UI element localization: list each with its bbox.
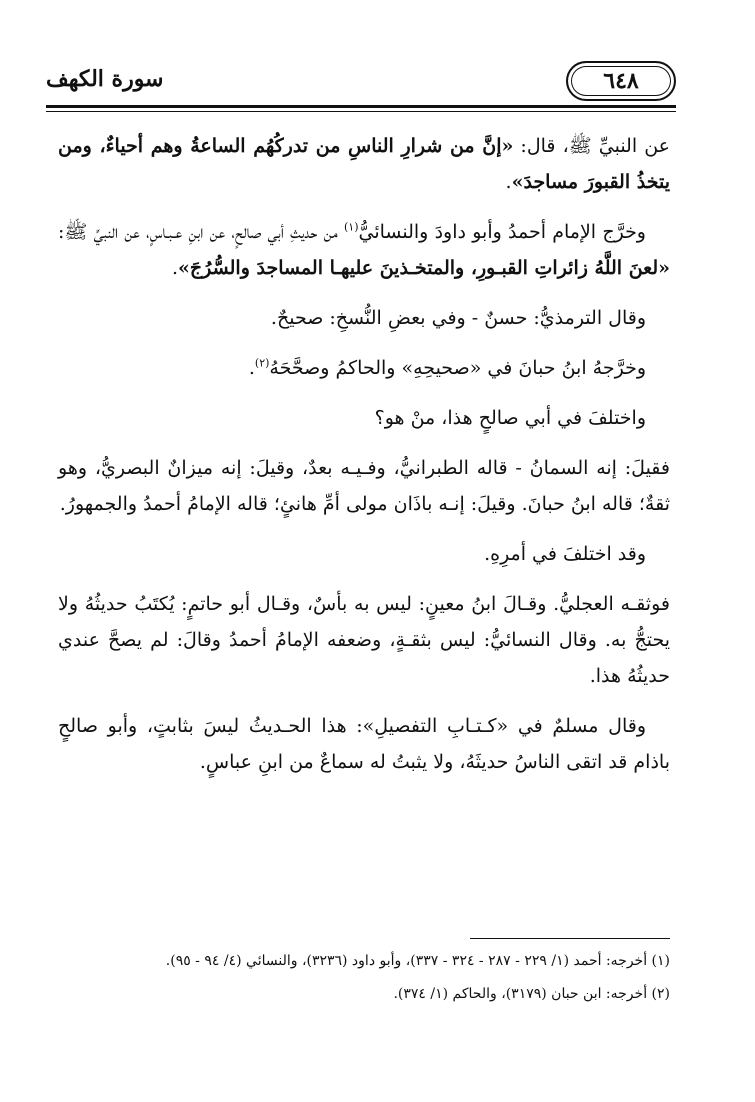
paragraph xyxy=(58,214,670,286)
footnote: (٢) أخرجه: ابن حبان (٣١٧٩)، والحاكم (١/ ٣٧٤). xyxy=(393,986,670,1002)
footnote-divider xyxy=(470,938,670,939)
header-rule-thin xyxy=(46,111,676,112)
header-rule-thick xyxy=(46,105,676,108)
page-header xyxy=(46,56,676,116)
paragraph: وقد اختلفَ في أمرِهِ. xyxy=(484,543,646,565)
paragraph: واختلفَ في أبي صالحٍ هذا، منْ هو؟ xyxy=(374,407,646,429)
paragraph-text: . xyxy=(172,257,179,279)
paragraph: وقال مسلمٌ في «كـتـابِ التفصيلِ»: هذا الحـديثُ ليسَ بثابتٍ، وأبو صالحٍ باذام قد اتقى الناسُ حديثَهُ، ولا يثبتُ له سماعٌ من ابنِ عباسٍ. xyxy=(58,715,670,773)
hadith-quote: «لعنَ اللَّهُ زائراتِ القبـورِ، والمتخـذينَ عليهـا المساجدَ والسُّرُجَ» xyxy=(178,257,670,279)
hadith-quote: «إنَّ من شرارِ الناسِ من تدركُهُم الساعةُ وهم أحياءٌ، ومن يتخذُ القبورَ مساجدَ» xyxy=(58,135,670,193)
surah-title: سورة الكهف xyxy=(46,66,164,92)
paragraph: فقيلَ: إنه السمانُ - قاله الطبرانيُّ، وفـيـه بعدٌ، وقيلَ: إنه ميزانٌ البصريُّ، وهو ثقةٌ؛ قاله ابنُ حبانَ. وقيلَ: إنـه باذَان مولى أمِّ هانئٍ؛ قاله الإمامُ أحمدُ والجمهورُ. xyxy=(58,457,670,515)
page-number-badge xyxy=(566,61,676,101)
paragraph-text: . xyxy=(248,357,255,379)
paragraph-text: . xyxy=(505,171,512,193)
footnote-ref: (١) xyxy=(344,220,359,234)
footnotes xyxy=(58,948,670,1014)
paragraph-text: عن النبيِّ ﷺ، قال: xyxy=(513,135,670,157)
paragraph-text: من حديثِ أبي صالحٍ، عن ابنِ عـبـاسٍ، عن النبيِّ ﷺ: xyxy=(58,221,344,243)
paragraph-text: وخرَّجهُ ابنُ حبانَ في «صحيحِهِ» والحاكمُ وصحَّحَهُ xyxy=(269,357,646,379)
paragraph xyxy=(58,350,670,386)
paragraph: فوثقـه العجليُّ. وقـالَ ابنُ معينٍ: ليس به بأسٌ، وقـال أبو حاتمٍ: يُكتَبُ حديثُهُ ولا يحتجُّ به. وقال النسائيُّ: ليس بثقـةٍ، وضعفه الإمامُ أحمدُ وقالَ: لم يصحَّ عندي حديثُهُ هذا. xyxy=(58,593,670,687)
footnote: (١) أخرجه: أحمد (١/ ٢٢٩ - ٢٨٧ - ٣٢٤ - ٣٣٧)، وأبو داود (٣٢٣٦)، والنسائي (٤/ ٩٤ - ٩٥). xyxy=(165,953,670,969)
main-text xyxy=(58,128,670,794)
paragraph-text: وخرَّج الإمام أحمدُ وأبو داودَ والنسائيُّ xyxy=(358,221,646,243)
page-number: ٦٤٨ xyxy=(603,68,639,94)
paragraph: وقال الترمذيُّ: حسنٌ - وفي بعضِ النُّسخِ: صحيحٌ. xyxy=(270,307,646,329)
paragraph xyxy=(58,128,670,200)
footnote-ref: (٢) xyxy=(254,356,270,370)
